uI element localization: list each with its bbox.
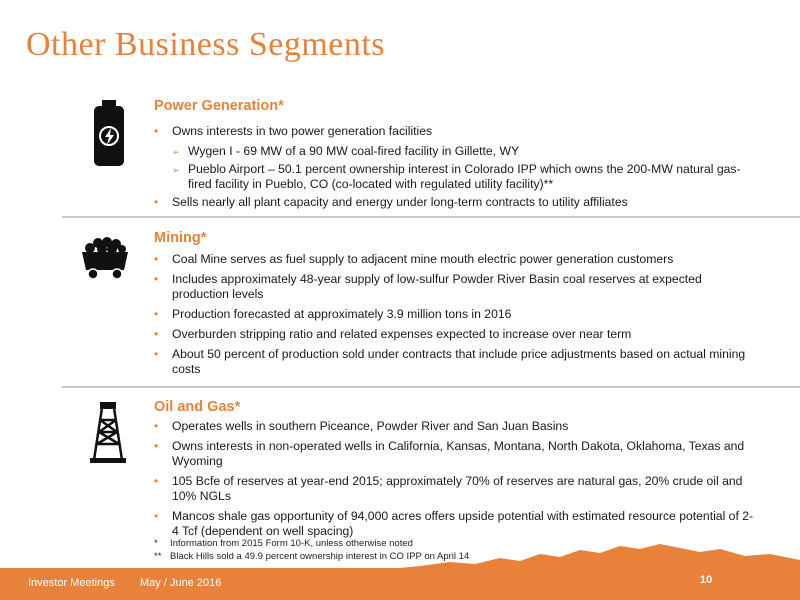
list-item: • Operates wells in southern Piceance, Powder River and San Juan Basins [154,419,569,433]
power-generation-bullets [154,124,754,215]
list-item: • Owns interests in two power generation facilities [154,124,433,138]
section-divider [62,386,800,388]
section-heading-oil-and-gas: Oil and Gas* [154,399,241,415]
list-item: • Owns interests in non-operated wells in California, Kansas, Montana, North Dakota, Oklahoma, Texas and Wyoming [154,439,745,468]
page-title: Other Business Segments [26,26,386,63]
mountain-silhouette [0,540,800,570]
list-item: • Sells nearly all plant capacity and energy under long-term contracts to utility affiliates [154,195,628,209]
page-number: 10 [700,574,713,586]
coal-cart-icon [80,236,130,280]
list-item: ➢ Pueblo Airport – 50.1 percent ownership interest in Colorado IPP which owns the 200-MW natural gas-fired facility in Pueblo, CO (co-located with regulated utility facility)** [172,162,741,191]
list-item: • About 50 percent of production sold under contracts that include price adjustments based on actual mining costs [154,347,746,376]
footer-date: May / June 2016 [140,577,222,589]
section-heading-mining: Mining* [154,230,207,246]
list-item: • Coal Mine serves as fuel supply to adjacent mine mouth electric power generation customers [154,252,674,266]
battery-icon [92,100,126,168]
oil-and-gas-bullets [154,419,754,544]
footer-event: Investor Meetings [28,577,115,589]
list-item: • Overburden stripping ratio and related expenses expected to increase over near term [154,327,632,341]
list-item: ➢ Wygen I - 69 MW of a 90 MW coal-fired facility in Gillette, WY [172,144,520,158]
footer-band [0,568,800,600]
list-item: • Mancos shale gas opportunity of 94,000 acres offers upside potential with estimated resource potential of 2-4 Tcf (dependent on well spacing) [154,509,754,538]
oil-derrick-icon [88,400,128,464]
list-item: • Includes approximately 48-year supply of low-sulfur Powder River Basin coal reserves at expected production levels [154,272,702,301]
mining-bullets [154,252,754,382]
list-item: • Production forecasted at approximately 3.9 million tons in 2016 [154,307,512,321]
footnote: * Information from 2015 Form 10-K, unless otherwise noted [154,538,413,549]
footnote: ** Black Hills sold a 49.9 percent ownership interest in CO IPP on April 14 [154,551,470,562]
section-divider [62,216,800,218]
list-item: • 105 Bcfe of reserves at year-end 2015; approximately 70% of reserves are natural gas, 20% crude oil and 10% NGLs [154,474,743,503]
section-heading-power-generation: Power Generation* [154,98,284,114]
